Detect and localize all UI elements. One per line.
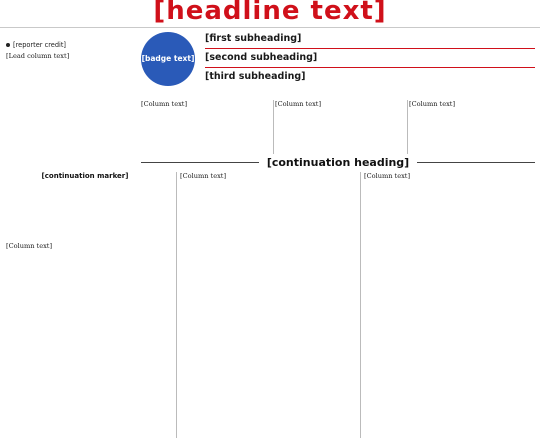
deck-divider: [205, 67, 535, 68]
continuation-note: [continuation marker]: [41, 172, 129, 180]
byline: [6, 40, 126, 50]
bottom-column-1: [Column text]: [6, 242, 53, 250]
bottom-column-2: [Column text]: [180, 172, 227, 180]
middle-column-1: [Column text]: [141, 100, 188, 108]
continuation-banner: [141, 154, 535, 170]
banner-rule-left: [141, 162, 259, 163]
bottom-column-3: [Column text]: [364, 172, 411, 180]
column-divider: [273, 100, 274, 154]
column-divider: [176, 172, 177, 438]
badge-text: [badge text]: [141, 54, 195, 63]
deck-line-3: [third subheading]: [205, 71, 306, 82]
lead-column: [Lead column text]: [6, 52, 70, 60]
headline: [headline text]: [153, 0, 387, 26]
deck-line-2: [second subheading]: [205, 52, 318, 63]
deck-line-1: [first subheading]: [205, 33, 302, 44]
deck: [205, 32, 535, 94]
column-divider: [360, 172, 361, 438]
headline-rule: [0, 27, 540, 28]
column-divider: [407, 100, 408, 154]
deck-divider: [205, 48, 535, 49]
banner-rule-right: [417, 162, 535, 163]
middle-column-2: [Column text]: [275, 100, 322, 108]
badge: [141, 32, 195, 86]
bullet-icon: [6, 43, 10, 47]
continuation-title: [continuation heading]: [266, 155, 410, 169]
middle-column-3: [Column text]: [409, 100, 456, 108]
byline-text: [reporter credit]: [13, 41, 66, 49]
